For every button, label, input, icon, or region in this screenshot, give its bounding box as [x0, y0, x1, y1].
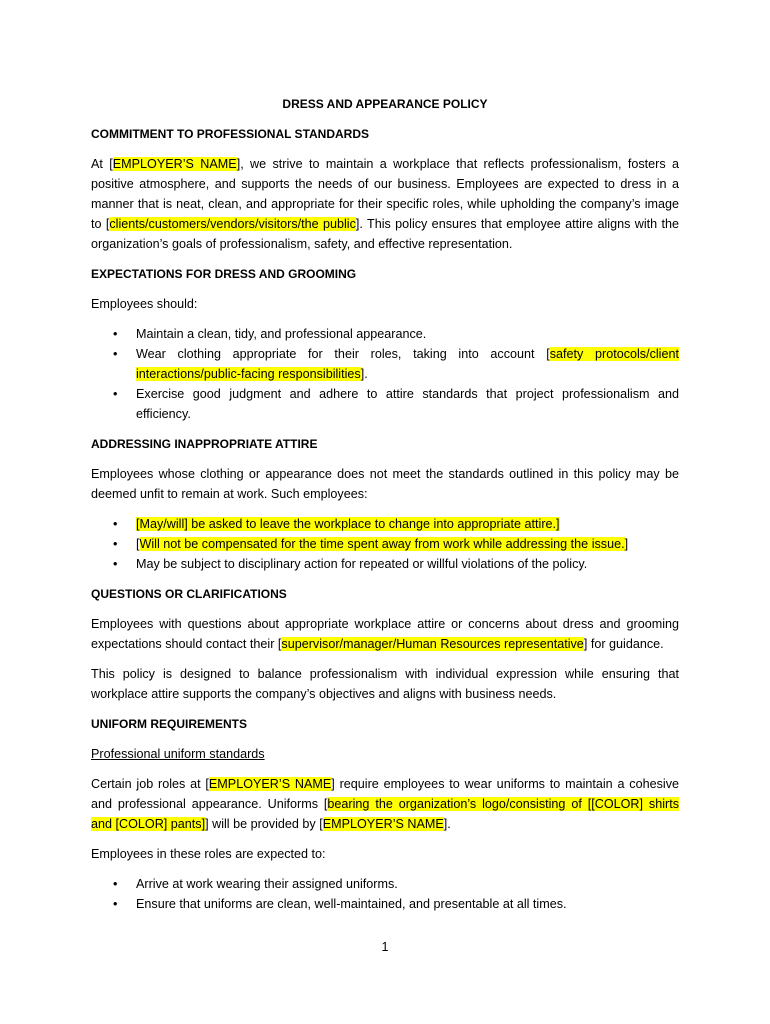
text-run: Wear clothing appropriate for their roles, taking into account [ [136, 347, 550, 361]
text-run: ]. [360, 367, 368, 381]
text-run: ] will be provided by [ [205, 817, 323, 831]
paragraph-questions [91, 614, 679, 654]
document-body [91, 94, 679, 924]
section-heading-expectations: EXPECTATIONS FOR DRESS AND GROOMING [91, 267, 357, 281]
list-item [91, 384, 679, 424]
highlight-placeholder: safety protocols/client interactions/public-facing responsibilities [136, 347, 679, 381]
text-run: ]. [443, 817, 451, 831]
highlight-placeholder: [May/will] be asked to leave the workplace to change into appropriate attire.] [136, 517, 560, 531]
section-heading-commitment: COMMITMENT TO PROFESSIONAL STANDARDS [91, 127, 370, 141]
highlight-placeholder: EMPLOYER’S NAME [208, 777, 332, 791]
list-item [91, 534, 679, 554]
text-run: Maintain a clean, tidy, and professional appearance. [136, 327, 427, 341]
bullet-icon: • [113, 897, 118, 911]
section-heading-uniform: UNIFORM REQUIREMENTS [91, 717, 247, 731]
text-run: [ [136, 537, 140, 551]
text-run: ], we strive to maintain a workplace that reflects professionalism, fosters a positive atmosphere, and supports the needs of our business. Employees are expected to dress in a manner that is neat, clean, and appropriate for their specific roles, while upholding the company’s image to [ [91, 157, 679, 231]
list-item [91, 554, 679, 574]
paragraph-expectations-intro: Employees should: [91, 297, 198, 311]
bullet-icon: • [113, 327, 118, 341]
bullet-icon: • [113, 537, 118, 551]
list-item [91, 514, 679, 534]
bullet-icon: • [113, 517, 118, 531]
bullet-list-inappropriate [91, 514, 679, 574]
subheading-uniform-standards: Professional uniform standards [91, 747, 265, 761]
text-run: Exercise good judgment and adhere to attire standards that project professionalism and efficiency. [136, 387, 679, 421]
text-run: May be subject to disciplinary action for repeated or willful violations of the policy. [136, 557, 588, 571]
bullet-list-uniform [91, 874, 679, 914]
list-item [91, 894, 679, 914]
document-title: DRESS AND APPEARANCE POLICY [282, 97, 488, 111]
highlight-placeholder: clients/customers/vendors/visitors/the public [109, 217, 356, 231]
page-number: 1 [381, 940, 389, 954]
text-run: ] for guidance. [583, 637, 664, 651]
highlight-placeholder: supervisor/manager/Human Resources representative [281, 637, 584, 651]
text-run: Certain job roles at [ [91, 777, 209, 791]
bullet-icon: • [113, 557, 118, 571]
text-run: ]. This policy ensures that employee attire aligns with the organization’s goals of professionalism, safety, and effective representation. [91, 217, 679, 251]
paragraph-balance: This policy is designed to balance professionalism with individual expression while ensuring that workplace attire supports the company’s objectives and aligns with business needs. [91, 667, 679, 701]
bullet-list-expectations [91, 324, 679, 424]
text-run: ] require employees to wear uniforms to maintain a cohesive and professional appearance. Uniforms [ [91, 777, 679, 811]
text-run: Arrive at work wearing their assigned uniforms. [136, 877, 398, 891]
text-run: ] [624, 537, 629, 551]
list-item [91, 344, 679, 384]
paragraph-inappropriate-intro: Employees whose clothing or appearance does not meet the standards outlined in this policy may be deemed unfit to remain at work. Such employees: [91, 467, 679, 501]
paragraph-uniform [91, 774, 679, 834]
bullet-icon: • [113, 347, 118, 361]
highlight-placeholder: Will not be compensated for the time spent away from work while addressing the issue. [139, 537, 625, 551]
text-run: Employees with questions about appropriate workplace attire or concerns about dress and grooming expectations should contact their [ [91, 617, 679, 651]
list-item [91, 324, 679, 344]
highlight-placeholder: EMPLOYER’S NAME [322, 817, 444, 831]
highlight-placeholder: EMPLOYER’S NAME [112, 157, 237, 171]
bullet-icon: • [113, 387, 118, 401]
section-heading-questions: QUESTIONS OR CLARIFICATIONS [91, 587, 287, 601]
paragraph-uniform-intro: Employees in these roles are expected to: [91, 847, 326, 861]
bullet-icon: • [113, 877, 118, 891]
text-run: Ensure that uniforms are clean, well-maintained, and presentable at all times. [136, 897, 567, 911]
highlight-placeholder: bearing the organization’s logo/consisting of [[COLOR] shirts and [COLOR] pants] [91, 797, 679, 831]
text-run: At [ [91, 157, 113, 171]
section-heading-inappropriate: ADDRESSING INAPPROPRIATE ATTIRE [91, 437, 318, 451]
list-item [91, 874, 679, 894]
paragraph-commitment [91, 154, 679, 254]
